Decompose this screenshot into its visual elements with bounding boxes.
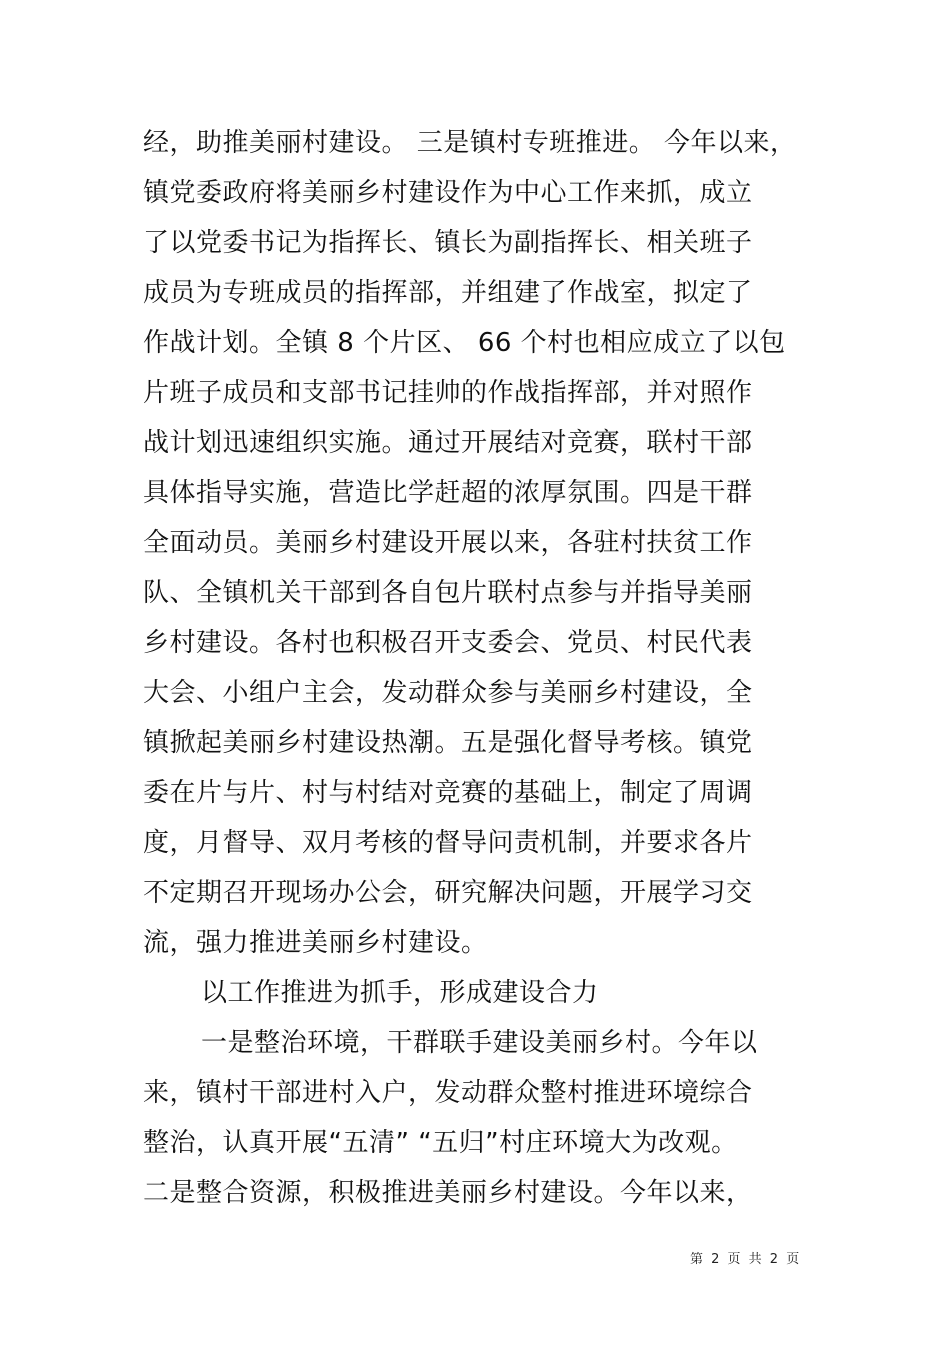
text-line: 大会、小组户主会，发动群众参与美丽乡村建设，全 — [143, 678, 753, 708]
text-line: 二是整合资源，积极推进美丽乡村建设。今年以来， — [143, 1178, 753, 1208]
text-line: 片班子成员和支部书记挂帅的作战指挥部，并对照作 — [143, 378, 753, 408]
body-text — [143, 118, 813, 1218]
text-line: 来，镇村干部进村入户，发动群众整村推进环境综合 — [143, 1078, 753, 1108]
text-line: 镇党委政府将美丽乡村建设作为中心工作来抓，成立 — [143, 178, 753, 208]
text-line: 战计划迅速组织实施。通过开展结对竞赛，联村干部 — [143, 428, 753, 458]
text-line: 全面动员。美丽乡村建设开展以来，各驻村扶贫工作 — [143, 528, 753, 558]
text-line: 乡村建设。各村也积极召开支委会、党员、村民代表 — [143, 628, 753, 658]
text-line: 度，月督导、双月考核的督导问责机制，并要求各片 — [143, 828, 753, 858]
page-footer: 第 2 页 共 2 页 — [690, 1252, 802, 1267]
section-heading: 以工作推进为抓手，形成建设合力 — [201, 978, 599, 1008]
text-line: 一是整治环境，干群联手建设美丽乡村。今年以 — [201, 1028, 758, 1058]
text-line: 经，助推美丽村建设。 三是镇村专班推进。 今年以来， — [143, 128, 797, 158]
text-line: 整治，认真开展“五清” “五归”村庄环境大为改观。 — [143, 1128, 738, 1158]
text-line: 具体指导实施，营造比学赶超的浓厚氛围。四是干群 — [143, 478, 753, 508]
text-line: 不定期召开现场办公会，研究解决问题，开展学习交 — [143, 878, 753, 908]
text-line: 委在片与片、村与村结对竞赛的基础上，制定了周调 — [143, 778, 753, 808]
text-line: 了以党委书记为指挥长、镇长为副指挥长、相关班子 — [143, 228, 753, 258]
text-line: 成员为专班成员的指挥部，并组建了作战室，拟定了 — [143, 278, 753, 308]
text-line: 流，强力推进美丽乡村建设。 — [143, 928, 488, 958]
text-line: 镇掀起美丽乡村建设热潮。五是强化督导考核。镇党 — [143, 728, 753, 758]
text-line: 队、全镇机关干部到各自包片联村点参与并指导美丽 — [143, 578, 753, 608]
text-line: 作战计划。全镇 8 个片区、 66 个村也相应成立了以包 — [143, 328, 786, 358]
